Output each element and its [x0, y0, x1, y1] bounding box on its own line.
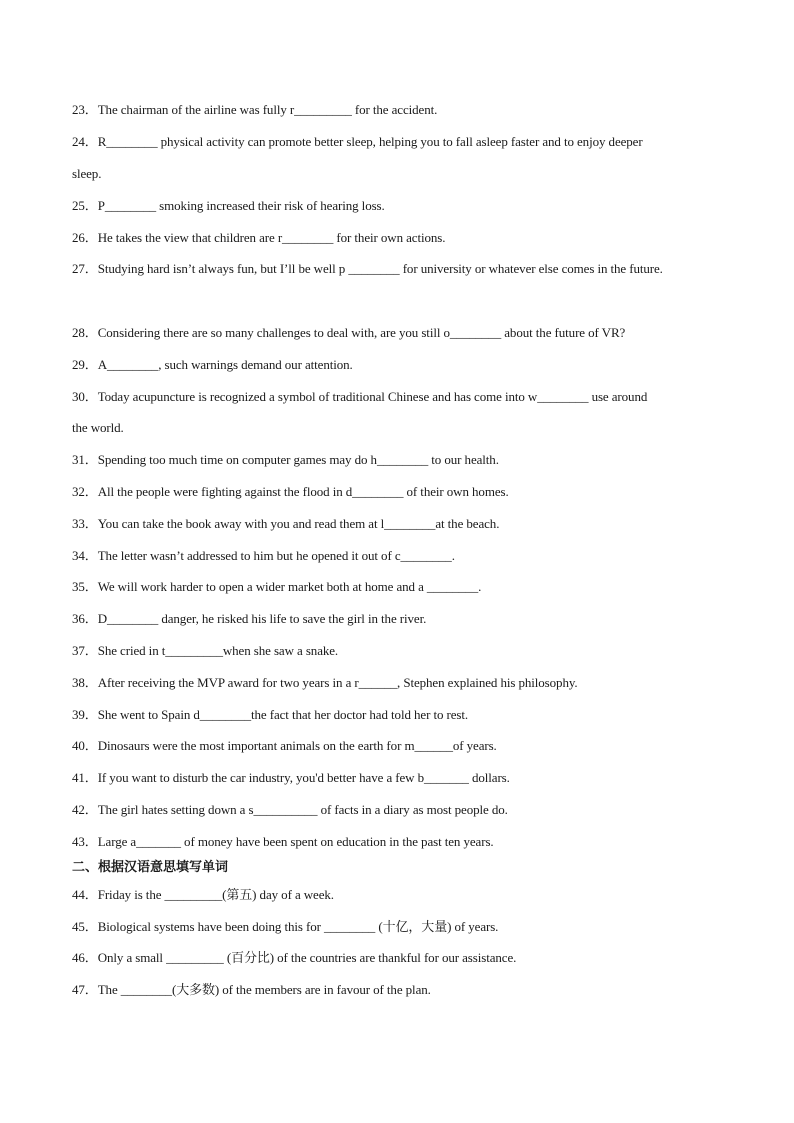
question-36: 36．D________ danger, he risked his life to save the girl in the river. — [72, 611, 427, 626]
question-34: 34．The letter wasn’t addressed to him but he opened it out of c________. — [72, 548, 455, 563]
question-38: 38．After receiving the MVP award for two years in a r______, Stephen explained his philosophy. — [72, 675, 578, 690]
question-32: 32．All the people were fighting against the flood in d________ of their own homes. — [72, 484, 509, 499]
question-43: 43．Large a_______ of money have been spent on education in the past ten years. — [72, 834, 494, 849]
question-30: 30．Today acupuncture is recognized a symbol of traditional Chinese and has come into w________ use around — [72, 389, 648, 404]
question-41: 41．If you want to disturb the car industry, you'd better have a few b_______ dollars. — [72, 770, 510, 785]
section-heading: 二、根据汉语意思填写单词 — [72, 860, 229, 875]
question-24-continued: sleep. — [72, 166, 102, 181]
question-45: 45．Biological systems have been doing this for ________ (十亿，大量) of years. — [72, 919, 499, 934]
question-33: 33．You can take the book away with you and read them at l________at the beach. — [72, 516, 500, 531]
question-24: 24．R________ physical activity can promote better sleep, helping you to fall asleep faster and to enjoy deeper — [72, 134, 643, 149]
question-39: 39．She went to Spain d________the fact that her doctor had told her to rest. — [72, 707, 469, 722]
question-28: 28．Considering there are so many challenges to deal with, are you still o________ about the future of VR? — [72, 325, 626, 340]
question-25: 25．P________ smoking increased their risk of hearing loss. — [72, 198, 385, 213]
question-27: 27．Studying hard isn’t always fun, but I’ll be well p ________ for university or whatever else comes in the future. — [72, 261, 663, 276]
question-23: 23．The chairman of the airline was fully r_________ for the accident. — [72, 102, 438, 117]
question-42: 42．The girl hates setting down a s__________ of facts in a diary as most people do. — [72, 802, 508, 817]
question-31: 31．Spending too much time on computer games may do h________ to our health. — [72, 452, 499, 467]
question-30-continued: the world. — [72, 420, 124, 435]
question-44: 44．Friday is the _________(第五) day of a week. — [72, 887, 334, 902]
question-29: 29．A________, such warnings demand our attention. — [72, 357, 353, 372]
question-47: 47．The ________(大多数) of the members are in favour of the plan. — [72, 982, 431, 997]
question-40: 40．Dinosaurs were the most important animals on the earth for m______of years. — [72, 738, 497, 753]
question-37: 37．She cried in t_________when she saw a snake. — [72, 643, 339, 658]
question-46: 46．Only a small _________ (百分比) of the countries are thankful for our assistance. — [72, 950, 517, 965]
question-35: 35．We will work harder to open a wider market both at home and a ________. — [72, 579, 482, 594]
question-26: 26．He takes the view that children are r________ for their own actions. — [72, 230, 446, 245]
